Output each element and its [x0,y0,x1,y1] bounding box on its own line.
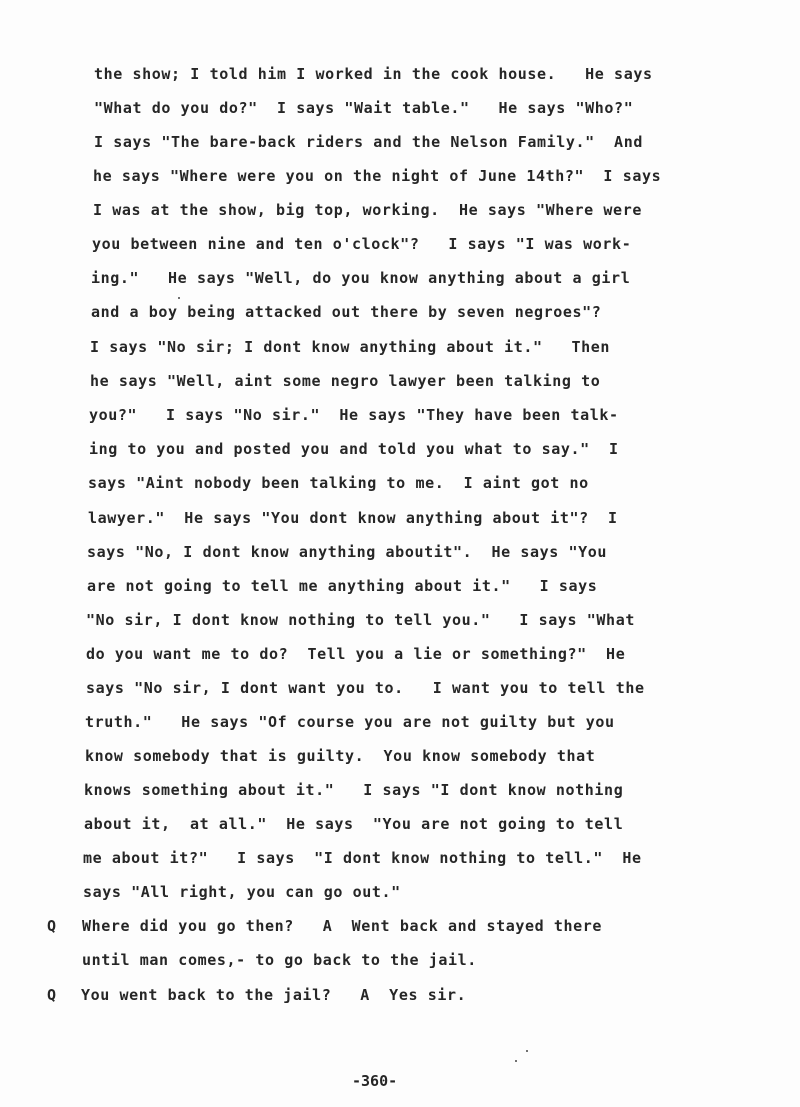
transcript-line: says "No sir, I dont want you to. I want you to tell the [86,679,645,697]
transcript-line: you between nine and ten o'clock"? I says "I was work- [92,235,632,253]
transcript-line: says "Aint nobody been talking to me. I aint got no [88,474,589,492]
transcript-line: lawyer." He says "You dont know anything about it"? I [88,509,618,527]
transcript-line: I was at the show, big top, working. He says "Where were [93,201,642,219]
qa-line: Where did you go then? A Went back and stayed there [82,917,603,935]
transcript-line: "No sir, I dont know nothing to tell you." I says "What [86,611,635,629]
transcript-line: he says "Well, aint some negro lawyer been talking to [90,372,601,390]
transcript-line: says "No, I dont know anything aboutit". He says "You [87,543,608,561]
transcript-line: know somebody that is guilty. You know somebody that [85,747,596,765]
transcript-line: he says "Where were you on the night of June 14th?" I says [93,167,662,185]
scan-speck [178,297,180,299]
question-marker: Q [47,986,57,1004]
page-number: -360- [352,1072,398,1090]
transcript-line: knows something about it." I says "I dont know nothing [84,781,624,799]
transcript-line: do you want me to do? Tell you a lie or something?" He [86,645,626,663]
transcript-line: truth." He says "Of course you are not guilty but you [85,713,615,731]
transcript-line: I says "No sir; I dont know anything about it." Then [90,338,611,356]
transcript-line: the show; I told him I worked in the cook house. He says [94,65,653,83]
transcript-line: about it, at all." He says "You are not going to tell [84,815,624,833]
transcript-line: you?" I says "No sir." He says "They have been talk- [89,406,619,424]
scan-speck [526,1050,528,1052]
transcript-line: ing." He says "Well, do you know anything about a girl [91,269,631,287]
transcript-line: "What do you do?" I says "Wait table." He says "Who?" [94,99,634,117]
transcript-line: me about it?" I says "I dont know nothing to tell." He [83,849,642,867]
qa-line: until man comes,- to go back to the jail. [82,951,477,969]
qa-line: You went back to the jail? A Yes sir. [81,986,467,1004]
transcript-line: are not going to tell me anything about it." I says [87,577,598,595]
transcript-line: and a boy being attacked out there by seven negroes"? [91,303,602,321]
transcript-line: I says "The bare-back riders and the Nelson Family." And [94,133,643,151]
scan-speck [515,1060,517,1062]
transcript-line: says "All right, you can go out." [83,883,401,901]
question-marker: Q [47,917,57,935]
transcript-line: ing to you and posted you and told you what to say." I [89,440,619,458]
